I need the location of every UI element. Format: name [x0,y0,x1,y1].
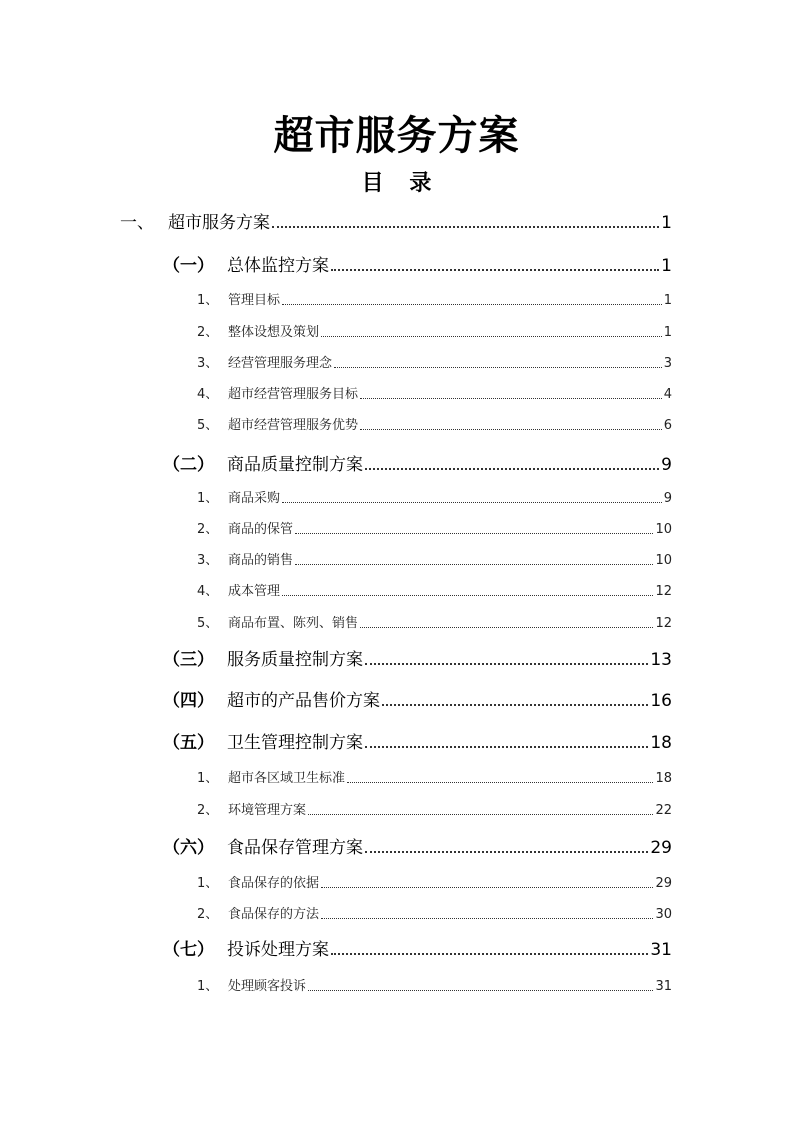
toc-entry-title: 超市经营管理服务目标 [228,387,359,402]
toc-entry-title: 食品保存的依据 [228,876,320,891]
toc-entry-number: 1、 [197,491,219,506]
dot-leader [360,397,662,399]
toc-entry[interactable] [163,251,672,276]
toc-entry-number: （六） [163,838,214,858]
toc-entry[interactable] [163,728,672,753]
toc-entry-title: 商品采购 [228,491,281,506]
toc-entry-title: 超市经营管理服务优势 [228,418,359,433]
dot-leader [347,781,653,783]
toc-entry-page: 10 [655,522,672,537]
dot-leader [282,594,653,596]
toc-entry-page: 1 [661,213,672,233]
toc-entry[interactable] [163,833,672,858]
dot-leader [365,850,648,853]
toc-entry-title: 商品的销售 [228,553,294,568]
toc-entry-number: 4、 [197,387,219,402]
toc-entry-page: 18 [655,771,672,786]
toc-entry-number: 1、 [197,979,219,994]
toc-entry-page: 29 [655,876,672,891]
toc-entry[interactable] [197,383,672,402]
toc-entry-title: 超市的产品售价方案 [227,691,380,711]
dot-leader [308,989,653,991]
dot-leader [360,428,662,430]
toc-entry-title: 管理目标 [228,293,281,308]
dot-leader [272,225,659,228]
toc-entry[interactable] [163,686,672,711]
toc-entry-title: 食品保存管理方案 [227,838,363,858]
toc-entry-number: （三） [163,650,214,670]
toc-entry-page: 9 [661,455,672,475]
toc-entry-page: 18 [650,733,672,753]
toc-entry[interactable] [197,903,672,922]
toc-entry[interactable] [197,872,672,891]
toc-entry[interactable] [163,645,672,670]
toc-entry-page: 6 [663,418,672,433]
toc-entry-title: 食品保存的方法 [228,907,320,922]
toc-entry-number: （四） [163,691,214,711]
toc-entry-number: 4、 [197,584,219,599]
toc-entry-page: 12 [655,584,672,599]
toc-heading: 目 录 [361,170,432,196]
toc-entry-page: 31 [650,940,672,960]
toc-entry-number: 2、 [197,325,219,340]
toc-entry-number: 2、 [197,522,219,537]
toc-entry-title: 环境管理方案 [228,803,307,818]
toc-entry-number: （七） [163,940,214,960]
dot-leader [331,952,648,955]
toc-entry[interactable] [197,321,672,340]
dot-leader [295,563,653,565]
toc-entry-page: 1 [663,325,672,340]
toc-entry-title: 总体监控方案 [227,256,329,276]
dot-leader [334,366,662,368]
toc-entry-title: 商品质量控制方案 [227,455,363,475]
toc-entry-page: 30 [655,907,672,922]
toc-entry-title: 商品的保管 [228,522,294,537]
toc-entry-title: 超市服务方案 [168,213,270,233]
toc-entry[interactable] [163,935,672,960]
dot-leader [321,886,653,888]
toc-entry-title: 整体设想及策划 [228,325,320,340]
dot-leader [365,745,648,748]
toc-entry-number: （一） [163,256,214,276]
dot-leader [321,917,653,919]
toc-entry-number: 一、 [120,213,154,233]
dot-leader [321,335,662,337]
toc-entry-number: 2、 [197,907,219,922]
toc-entry[interactable] [197,612,672,631]
toc-entry-number: 5、 [197,616,219,631]
dot-leader [365,467,659,470]
toc-entry-number: 1、 [197,876,219,891]
toc-entry[interactable] [120,208,672,233]
toc-entry[interactable] [197,487,672,506]
toc-entry[interactable] [197,580,672,599]
toc-entry[interactable] [197,518,672,537]
toc-entry-title: 服务质量控制方案 [227,650,363,670]
toc-entry[interactable] [197,975,672,994]
toc-entry-title: 超市各区域卫生标准 [228,771,346,786]
toc-entry-page: 4 [663,387,672,402]
toc-entry-page: 31 [655,979,672,994]
toc-entry-title: 处理顾客投诉 [228,979,307,994]
toc-entry-number: （五） [163,733,214,753]
toc-entry[interactable] [197,549,672,568]
toc-entry-page: 13 [650,650,672,670]
toc-entry-number: （二） [163,455,214,475]
toc-entry-page: 22 [655,803,672,818]
toc-entry-number: 5、 [197,418,219,433]
toc-entry-number: 1、 [197,771,219,786]
dot-leader [308,813,653,815]
toc-entry-page: 12 [655,616,672,631]
toc-entry[interactable] [197,767,672,786]
toc-entry-title: 卫生管理控制方案 [227,733,363,753]
toc-entry-page: 16 [650,691,672,711]
toc-entry-page: 1 [661,256,672,276]
dot-leader [331,268,659,271]
dot-leader [282,303,662,305]
toc-entry-number: 3、 [197,356,219,371]
toc-entry-title: 商品布置、陈列、销售 [228,616,359,631]
dot-leader [365,662,648,665]
toc-entry-page: 29 [650,838,672,858]
toc-entry[interactable] [197,352,672,371]
toc-entry-page: 1 [663,293,672,308]
toc-entry-title: 经营管理服务理念 [228,356,333,371]
toc-entry[interactable] [163,450,672,475]
dot-leader [382,703,648,706]
toc-entry-page: 3 [663,356,672,371]
toc-entry-title: 投诉处理方案 [227,940,329,960]
toc-entry-page: 10 [655,553,672,568]
toc-entry[interactable] [197,799,672,818]
toc-entry[interactable] [197,289,672,308]
toc-entry-page: 9 [663,491,672,506]
toc-entry[interactable] [197,414,672,433]
dot-leader [295,532,653,534]
dot-leader [360,626,653,628]
toc-entry-number: 2、 [197,803,219,818]
toc-entry-title: 成本管理 [228,584,281,599]
dot-leader [282,501,662,503]
toc-entry-number: 3、 [197,553,219,568]
toc-entry-number: 1、 [197,293,219,308]
document-title: 超市服务方案 [273,112,520,159]
